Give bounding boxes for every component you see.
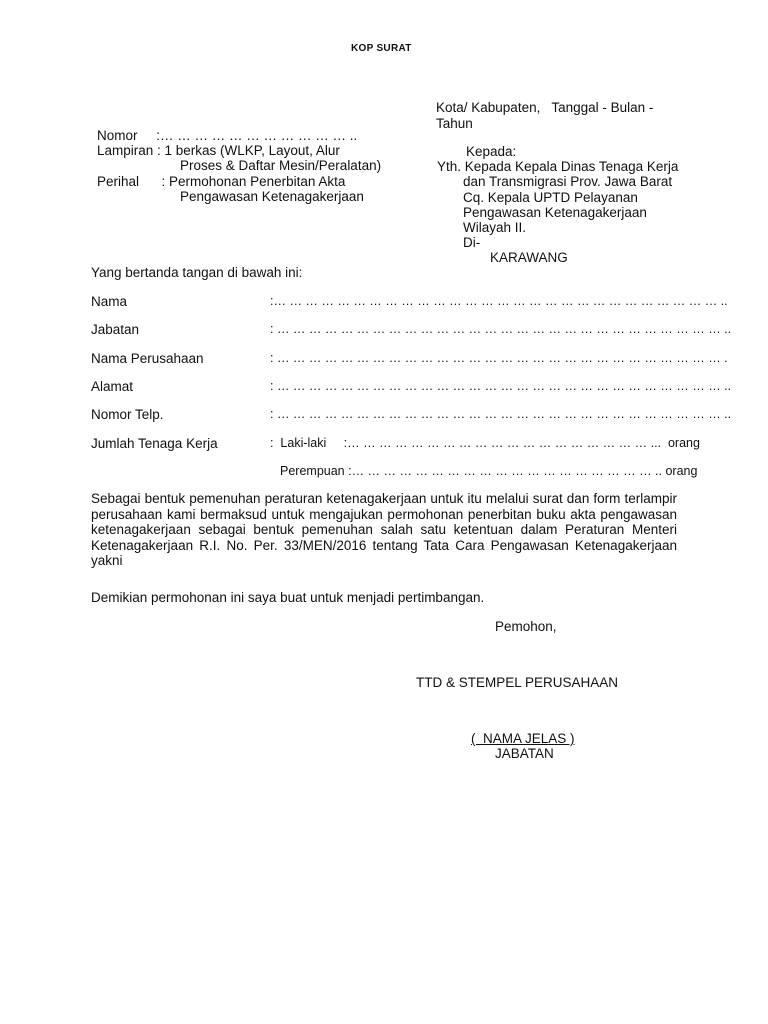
body-paragraph: Sebagai bentuk pemenuhan peraturan ketenagakerjaan untuk itu melalui surat dan form terlampir perusahaan kami bermaksud untuk mengajukan permohonan penerbitan buku akta pengawasan ketenagakerjaan sebagai bentuk pemenuhan salah satu ketentuan dalam Peraturan Menteri Ketenagakerjaan R.I. No. Per. 33/MEN/2016 tentang Tata Cara Pengawasan Ketenagakerjaan yakni <box>91 491 677 568</box>
recipient-city: KARAWANG <box>490 250 568 265</box>
field-value-jabatan: : … … … … … … … … … … … … … … … … … … … … … … … … … … … … .. <box>270 322 732 336</box>
signature-jabatan: JABATAN <box>495 746 554 761</box>
perihal-line-2: Pengawasan Ketenagakerjaan <box>180 189 364 204</box>
field-value-laki-laki: : Laki-laki :… … … … … … … … … … … … … … … … … … … ... orang <box>270 436 700 450</box>
recipient-line-3: Cq. Kepala UPTD Pelayanan <box>463 190 638 205</box>
closing-text: Demikian permohonan ini saya buat untuk menjadi pertimbangan. <box>91 590 485 605</box>
field-label-perusahaan: Nama Perusahaan <box>91 351 204 366</box>
signature-pemohon: Pemohon, <box>495 619 557 634</box>
place-date-line-2: Tahun <box>436 116 473 131</box>
intro-text: Yang bertanda tangan di bawah ini: <box>91 265 303 280</box>
field-label-nama: Nama <box>91 294 128 309</box>
recipient-line-6: Di- <box>463 235 481 250</box>
recipient-line-2: dan Transmigrasi Prov. Jawa Barat <box>463 174 673 189</box>
field-label-tenaga-kerja: Jumlah Tenaga Kerja <box>91 436 218 451</box>
field-label-telp: Nomor Telp. <box>91 407 164 422</box>
perihal-line-1: Perihal : Permohonan Penerbitan Akta <box>97 174 346 189</box>
recipient-line-5: Wilayah II. <box>463 220 527 235</box>
signature-nama-jelas: ( NAMA JELAS ) <box>471 731 575 746</box>
field-value-telp: : … … … … … … … … … … … … … … … … … … … … … … … … … … … … .. <box>270 407 732 421</box>
field-label-jabatan: Jabatan <box>91 322 140 337</box>
recipient-kepada: Kepada: <box>466 144 517 159</box>
recipient-line-1: Yth. Kepada Kepala Dinas Tenaga Kerja <box>437 159 679 174</box>
place-date-line-1: Kota/ Kabupaten, Tanggal - Bulan - <box>436 100 654 115</box>
lampiran-line-2: Proses & Daftar Mesin/Peralatan) <box>180 158 382 173</box>
field-value-perempuan: Perempuan :… … … … … … … … … … … … … … … … … … … .. orang <box>280 464 698 478</box>
field-value-nama: :… … … … … … … … … … … … … … … … … … … … … … … … … … … … .. <box>270 294 728 308</box>
signature-ttd-stempel: TTD & STEMPEL PERUSAHAAN <box>416 675 619 690</box>
field-value-perusahaan: : … … … … … … … … … … … … … … … … … … … … … … … … … … … … . <box>270 351 728 365</box>
kop-surat-heading: KOP SURAT <box>351 43 412 54</box>
field-value-alamat: : … … … … … … … … … … … … … … … … … … … … … … … … … … … … .. <box>270 379 732 393</box>
field-label-alamat: Alamat <box>91 379 134 394</box>
nomor-line: Nomor :… … … … … … … … … … … .. <box>97 128 358 143</box>
lampiran-line-1: Lampiran : 1 berkas (WLKP, Layout, Alur <box>97 143 340 158</box>
recipient-line-4: Pengawasan Ketenagakerjaan <box>463 205 647 220</box>
